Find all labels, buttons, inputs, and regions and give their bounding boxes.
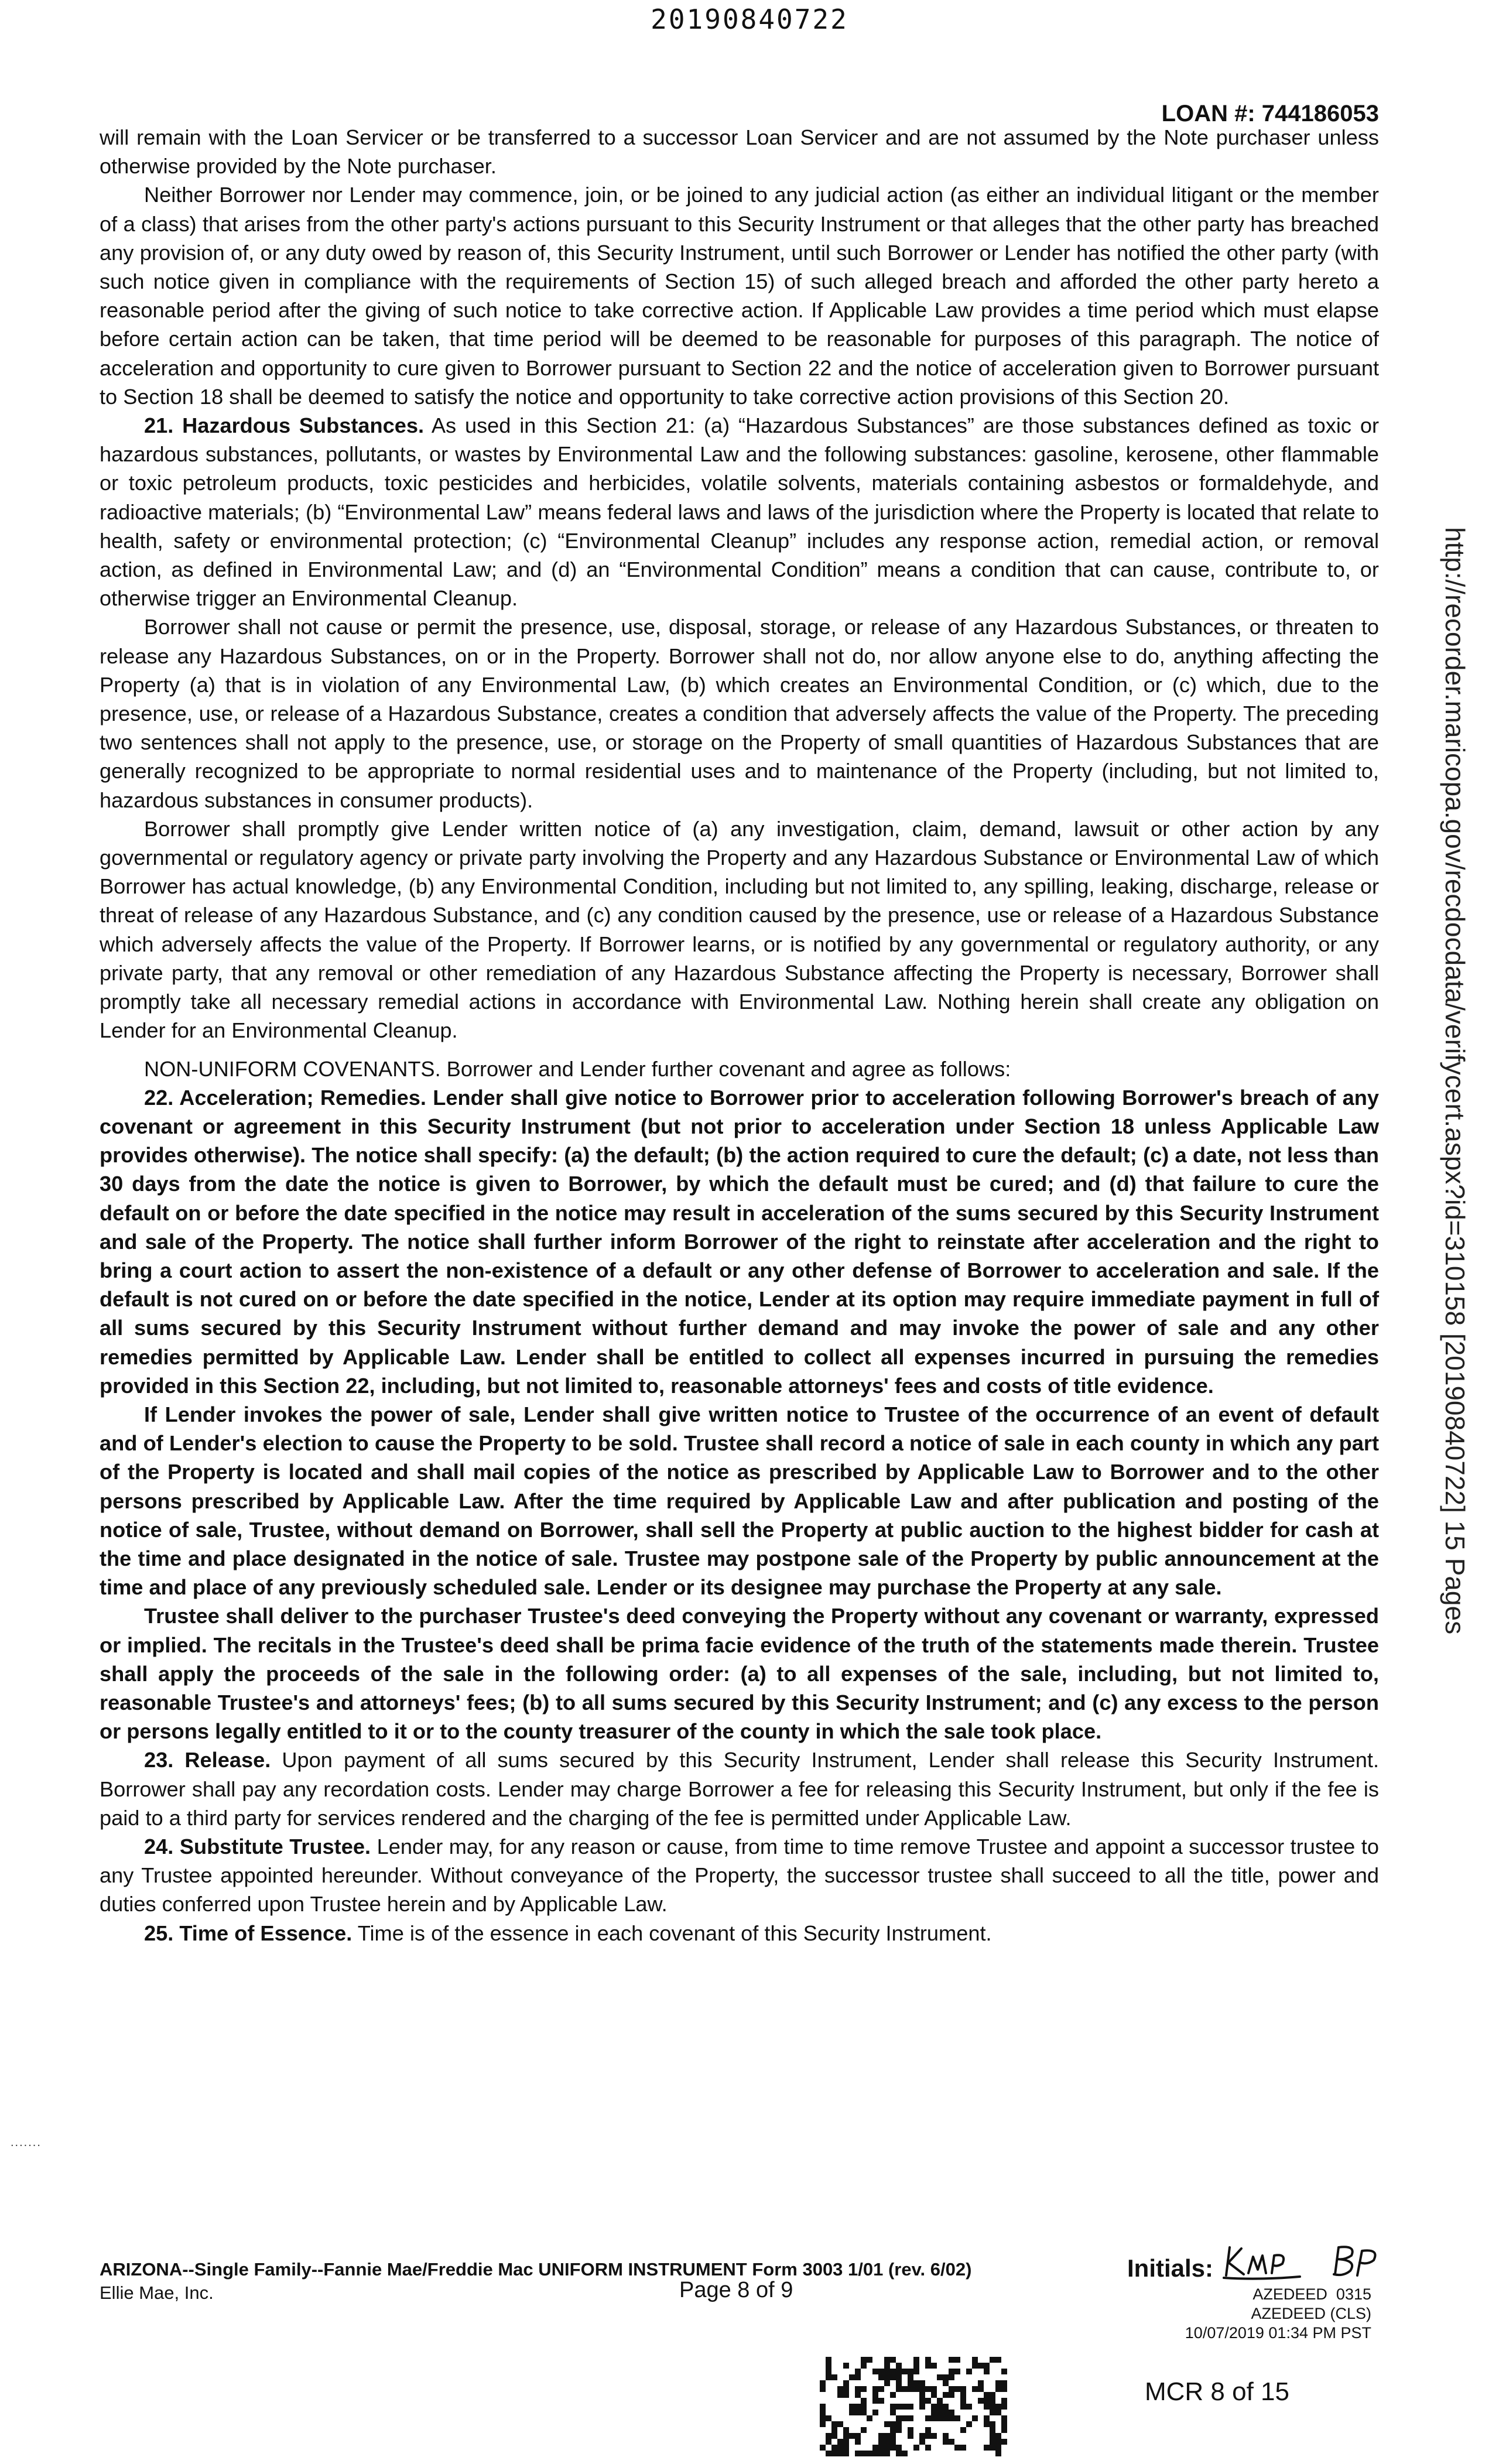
verification-url: http://recorder.maricopa.gov/recdocdata/verifycert.aspx?id=310158 [20190840722] 15 Pages [1440,527,1470,1635]
barcode-cell [960,2445,966,2451]
barcode-cell [843,2439,849,2445]
barcode-cell [984,2363,990,2369]
barcode-cell [972,2357,978,2363]
section-25-heading: 25. Time of Essence. [144,1921,352,1945]
barcode-cell [855,2433,861,2439]
barcode-cell [995,2433,1001,2439]
barcode-cell [995,2439,1001,2445]
non-uniform-covenants: NON-UNIFORM COVENANTS. Borrower and Lender further covenant and agree as follows: [144,1056,1011,1081]
barcode-cell [908,2380,913,2386]
barcode-cell [855,2386,861,2392]
barcode-cell [843,2363,849,2369]
barcode-cell [890,2445,896,2451]
section-22-paragraph-2: If Lender invokes the power of sale, Lender shall give written notice to Trustee of the occurrence of an event of default and of Lender's election to cause the Property to be sold. Trustee shall record a notice of sale in each county in which any part of the Property is located and shall mail copies of the notice as prescribed by Applicable Law to Borrower and to the other persons prescribed by Applicable Law. After the time required by Applicable Law and after publication and posting of the notice of sale, Trustee, without demand on Borrower, shall sell the Property at public auction to the highest bidder for cash at the time and place designated in the notice of sale. Trustee may postpone sale of the Property by public announcement at the time and place of any previously scheduled sale. Lender or its designee may purchase the Property at any sale. [100,1402,1379,1600]
barcode-cell [1001,2415,1007,2421]
section-21-paragraph-3: Borrower shall promptly give Lender written notice of (a) any investigation, claim, demand, lawsuit or other action by any governmental or regulatory agency or private party involving the Property and any Hazardous Substance or Environmental Law of which Borrower has actual knowledge, (b) any Environmental Condition, including but not limited to, any spilling, leaking, discharge, release or threat of release of any Hazardous Substance, and (c) any condition caused by the presence, use or release of a Hazardous Substance which adversely affects the value of the Property. If Borrower learns, or is notified by any governmental or regulatory authority, or any private party, that any removal or other remediation of any Hazardous Substance affecting the Property is necessary, Borrower shall promptly take all necessary remedial actions in accordance with Environmental Law. Nothing herein shall create any obligation on Lender for an Environmental Cleanup. [100,816,1379,1043]
barcode-cell [878,2433,884,2439]
barcode-cell [925,2363,931,2369]
barcode-cell [984,2369,990,2374]
barcode-cell [949,2369,954,2374]
barcode-cell [878,2398,884,2404]
barcode-cell [855,2374,861,2380]
barcode-cell [931,2386,937,2392]
barcode-cell [943,2439,949,2445]
barcode-cell [949,2415,954,2421]
barcode-cell [990,2445,995,2451]
barcode-cell [820,2404,826,2410]
barcode-cell [861,2357,867,2363]
barcode-cell [931,2392,937,2398]
form-code-1: AZEDEED 0315 [1252,2285,1371,2303]
section-23-heading: 23. Release. [144,1748,271,1772]
barcode-cell [890,2421,896,2427]
barcode-cell [1001,2404,1007,2410]
barcode-cell [919,2386,925,2392]
barcode-cell [1001,2421,1007,2427]
barcode-cell [908,2386,913,2392]
barcode-cell [890,2427,896,2433]
barcode-cell [954,2357,960,2363]
barcode-cell [990,2427,995,2433]
barcode-cell [826,2374,831,2380]
barcode-cell [890,2369,896,2374]
barcode-cell [995,2386,1001,2392]
barcode-cell [820,2386,826,2392]
barcode-cell [843,2392,849,2398]
barcode-cell [978,2363,984,2369]
barcode-cell [954,2369,960,2374]
barcode-cell [913,2380,919,2386]
barcode-cell [931,2363,937,2369]
barcode-cell [954,2386,960,2392]
barcode-cell [960,2392,966,2398]
barcode-cell [884,2380,890,2386]
barcode-cell [960,2404,966,2410]
barcode-cell [878,2445,884,2451]
barcode-cell [896,2421,902,2427]
barcode-cell [855,2439,861,2445]
barcode-cell [919,2439,925,2445]
barcode-cell [902,2451,908,2456]
section-25 [100,1919,1379,1948]
barcode-cell [995,2451,1001,2456]
barcode-cell [990,2398,995,2404]
barcode-cell [995,2380,1001,2386]
barcode-cell [908,2374,913,2380]
barcode-cell [919,2404,925,2410]
barcode-cell [820,2415,826,2421]
barcode-cell [919,2392,925,2398]
barcode-cell [949,2357,954,2363]
barcode-cell [931,2410,937,2415]
print-timestamp: 10/07/2019 01:34 PM PST [1185,2324,1371,2342]
barcode-cell [831,2427,837,2433]
section-21-paragraph-2: Borrower shall not cause or permit the presence, use, disposal, storage, or release of any Hazardous Substances, or threaten to release any Hazardous Substances, on or in the Property. Borrower shall not do, nor allow anyone else to do, anything affecting the Property (a) that is in violation of any Environmental Law, (b) which creates an Environmental Condition, or (c) which, due to the presence, use, or release of a Hazardous Substance, creates a condition that adversely affects the value of the Property. The preceding two sentences shall not apply to the presence, use, or storage on the Property of small quantities of Hazardous Substances that are generally recognized to be appropriate to normal residential uses and to maintenance of the Property (including, but not limited to, hazardous substances in consumer products). [100,615,1379,812]
barcode-cell [884,2369,890,2374]
barcode-cell [884,2439,890,2445]
section-21-heading: 21. Hazardous Substances. [144,413,425,438]
barcode-cell [925,2398,931,2404]
barcode-cell [937,2398,943,2404]
recording-number: 20190840722 [651,4,848,35]
barcode-cell [931,2404,937,2410]
barcode-cell [1001,2439,1007,2445]
barcode-cell [837,2439,843,2445]
barcode-cell [878,2369,884,2374]
barcode-cell [995,2445,1001,2451]
barcode-cell [820,2410,826,2415]
barcode-cell [872,2445,878,2451]
page-number: Page 8 of 9 [679,2278,793,2302]
initials-underline-stroke [1224,2277,1300,2279]
barcode-cell [820,2445,826,2451]
barcode-cell [872,2398,878,2404]
barcode-cell [843,2445,849,2451]
barcode-cell [890,2410,896,2415]
barcode-cell [972,2363,978,2369]
barcode-cell [884,2421,890,2427]
barcode-cell [913,2445,919,2451]
barcode-cell [902,2386,908,2392]
barcode-cell [990,2404,995,2410]
barcode-cell [878,2451,884,2456]
barcode-cell [984,2398,990,2404]
barcode-cell [1001,2380,1007,2386]
barcode-cell [943,2380,949,2386]
barcode-cell [984,2445,990,2451]
barcode-cell [843,2380,849,2386]
barcode-cell [908,2404,913,2410]
barcode-cell [896,2369,902,2374]
section-21 [100,411,1379,612]
barcode-cell [878,2386,884,2392]
barcode-cell [995,2404,1001,2410]
barcode-cell [826,2439,831,2445]
barcode-cell [925,2386,931,2392]
barcode-cell [919,2380,925,2386]
barcode-cell [943,2433,949,2439]
barcode-cell [826,2433,831,2439]
barcode-cell [960,2427,966,2433]
barcode-cell [990,2392,995,2398]
paragraph-notice-of-grievance: Neither Borrower nor Lender may commence, join, or be joined to any judicial action (as either an individual litigant or the member of a class) that arises from the other party's actions pursuant to this Security Instrument or that alleges that the other party has breached any provision of, or any duty owed by reason of, this Security Instrument, until such Borrower or Lender has notified the other party (with such notice given in compliance with the requirements of Section 15) of such alleged breach and afforded the other party hereto a reasonable period after the giving of such notice to take corrective action. If Applicable Law provides a time period which must elapse before certain action can be taken, that time period will be deemed to be reasonable for purposes of this paragraph. The notice of acceleration and opportunity to cure given to Borrower pursuant to Section 22 and the notice of acceleration given to Borrower pursuant to Section 18 shall be deemed to satisfy the notice and opportunity to take corrective action provisions of this Section 20. [100,183,1379,409]
barcode-cell [867,2415,872,2421]
barcode-cell [925,2415,931,2421]
barcode-cell [872,2369,878,2374]
barcode-cell [966,2421,972,2427]
barcode-cell [937,2374,943,2380]
section-23 [100,1746,1379,1832]
barcode-cell [861,2427,867,2433]
barcode-cell [831,2421,837,2427]
barcode-cell [896,2386,902,2392]
barcode-cell [884,2363,890,2369]
barcode-cell [990,2357,995,2363]
barcode-cell [820,2380,826,2386]
barcode-cell [890,2357,896,2363]
barcode-cell [954,2415,960,2421]
barcode-cell [861,2398,867,2404]
barcode-cell [931,2415,937,2421]
barcode-cell [837,2386,843,2392]
barcode-cell [949,2439,954,2445]
barcode-cell [878,2374,884,2380]
barcode-cell [925,2433,931,2439]
barcode-cell [931,2433,937,2439]
barcode-cell [867,2451,872,2456]
barcode-cell [925,2357,931,2363]
barcode-cell [990,2421,995,2427]
barcode-cell [949,2386,954,2392]
barcode-cell [943,2404,949,2410]
barcode-cell [826,2369,831,2374]
initials-signature [1218,2236,1394,2282]
barcode-cell [855,2410,861,2415]
barcode-cell [990,2433,995,2439]
barcode-cell [943,2392,949,2398]
section-24-heading: 24. Substitute Trustee. [144,1834,371,1859]
barcode-cell [913,2369,919,2374]
section-22-paragraph-1: 22. Acceleration; Remedies. Lender shall give notice to Borrower prior to acceleration following Borrower's breach of any covenant or agreement in this Security Instrument (but not prior to acceleration under Section 18 unless Applicable Law provides otherwise). The notice shall specify: (a) the default; (b) the action required to cure the default; (c) a date, not less than 30 days from the date the notice is given to Borrower, by which the default must be cured; and (d) that failure to cure the default on or before the date specified in the notice may result in acceleration of the sums secured by this Security Instrument and sale of the Property. The notice shall further inform Borrower of the right to reinstate after acceleration and the right to bring a court action to assert the non-existence of a default or any other defense of Borrower to acceleration and sale. If the default is not cured on or before the date specified in the notice, Lender at its option may require immediate payment in full of all sums secured by this Security Instrument without further demand and may invoke the power of sale and any other remedies permitted by Applicable Law. Lender shall be entitled to collect all expenses incurred in pursuing the remedies provided in this Section 22, including, but not limited to, reasonable attorneys' fees and costs of title evidence. [100,1085,1379,1398]
barcode-cell [884,2357,890,2363]
barcode-cell [843,2427,849,2433]
barcode-cell [990,2410,995,2415]
barcode-cell [972,2386,978,2392]
barcode-cell [872,2386,878,2392]
document-body [100,123,1379,1948]
barcode-cell [872,2451,878,2456]
initials-kmp-stroke [1226,2247,1284,2275]
barcode-cell [925,2427,931,2433]
barcode-cell [913,2357,919,2363]
barcode-cell [843,2386,849,2392]
loan-number: LOAN #: 744186053 [1161,101,1379,126]
barcode-cell [990,2439,995,2445]
barcode-cell [902,2369,908,2374]
vendor-name: Ellie Mae, Inc. [100,2282,214,2303]
barcode-cell [831,2451,837,2456]
barcode-cell [884,2445,890,2451]
mcr-page-count: MCR 8 of 15 [1145,2377,1289,2406]
barcode-cell [896,2415,902,2421]
barcode-cell [943,2415,949,2421]
barcode-cell [843,2451,849,2456]
barcode-cell [1001,2398,1007,2404]
barcode-cell [972,2415,978,2421]
section-24 [100,1832,1379,1919]
barcode-cell [884,2451,890,2456]
barcode-cell [843,2433,849,2439]
barcode-cell [837,2421,843,2427]
barcode-cell [878,2439,884,2445]
barcode-cell [954,2445,960,2451]
barcode-cell [837,2392,843,2398]
initials-bp-stroke [1334,2247,1375,2275]
barcode-cell [978,2398,984,2404]
barcode-cell [943,2410,949,2415]
initials-label: Initials: [1127,2254,1214,2282]
barcode-cell [837,2451,843,2456]
barcode-cell [896,2374,902,2380]
barcode-cell [849,2410,855,2415]
barcode-cell [890,2404,896,2410]
margin-mark: ....... [11,2136,42,2149]
section-25-text: Time is of the essence in each covenant of this Security Instrument. [352,1921,992,1945]
barcode-cell [861,2363,867,2369]
barcode-cell [849,2404,855,2410]
barcode-cell [896,2427,902,2433]
barcode-cell [872,2410,878,2415]
barcode-cell [849,2433,855,2439]
barcode-cell [896,2404,902,2410]
section-21-text: As used in this Section 21: (a) “Hazardous Substances” are those substances defined as toxic or hazardous substances, pollutants, or wastes by Environmental Law and the following substances: gasoline, kerosene, other flammable or toxic petroleum products, toxic pesticides and herbicides, volatile solvents, materials containing asbestos or formaldehyde, and radioactive materials; (b) “Environmental Law” means federal laws and laws of the jurisdiction where the Property is located that relate to health, safety or environmental protection; (c) “Environmental Cleanup” includes any response action, remedial action, or removal action, as defined in Environmental Law; and (d) an “Environmental Condition” means a condition that can cause, contribute to, or otherwise trigger an Environmental Cleanup. [100,413,1379,611]
barcode-cell [908,2369,913,2374]
form-code-2: AZEDEED (CLS) [1251,2305,1371,2322]
barcode-cell [861,2404,867,2410]
barcode-cell [937,2404,943,2410]
barcode-cell [943,2374,949,2380]
barcode-cell [861,2451,867,2456]
barcode-cell [1001,2369,1007,2374]
barcode-cell [919,2433,925,2439]
barcode-cell [890,2439,896,2445]
barcode-cell [831,2433,837,2439]
barcode-cell [978,2380,984,2386]
barcode-cell [826,2415,831,2421]
barcode-cell [849,2374,855,2380]
barcode-cell [855,2404,861,2410]
barcode [820,2357,1007,2456]
barcode-cell [984,2415,990,2421]
barcode-cell [867,2357,872,2363]
barcode-cell [896,2380,902,2386]
barcode-cell [913,2363,919,2369]
barcode-cell [913,2386,919,2392]
barcode-cell [937,2415,943,2421]
barcode-cell [855,2369,861,2374]
barcode-cell [826,2451,831,2456]
footer-left [100,2258,971,2305]
barcode-cell [984,2392,990,2398]
barcode-cell [949,2374,954,2380]
section-22-paragraph-3: Trustee shall deliver to the purchaser Trustee's deed conveying the Property without any covenant or warranty, expressed or implied. The recitals in the Trustee's deed shall be prima facie evidence of the truth of the statements made therein. Trustee shall apply the proceeds of the sale in the following order: (a) to all expenses of the sale, including, but not limited to, reasonable Trustee's and attorneys' fees; (b) to all sums secured by this Security Instrument; and (c) any excess to the person or persons legally entitled to it or to the county treasurer of the county in which the sale took place. [100,1604,1379,1744]
barcode-cell [884,2374,890,2380]
barcode-cell [896,2363,902,2369]
barcode-cell [984,2421,990,2427]
form-codes [1185,2285,1371,2343]
barcode-cell [925,2445,931,2451]
barcode-cell [919,2398,925,2404]
barcode-cell [826,2357,831,2363]
barcode-cell [978,2386,984,2392]
barcode-cell [896,2445,902,2451]
paragraph-continuation: will remain with the Loan Servicer or be transferred to a successor Loan Servicer and are not assumed by the Note purchaser unless otherwise provided by the Note purchaser. [100,125,1379,179]
barcode-cell [949,2392,954,2398]
section-24-text: Lender may, for any reason or cause, from time to time remove Trustee and appoint a successor trustee to any Trustee appointed hereunder. Without conveyance of the Property, the successor trustee shall succeed to all the title, power and duties conferred upon Trustee herein and by Applicable Law. [100,1834,1379,1917]
barcode-cell [966,2369,972,2374]
barcode-cell [908,2427,913,2433]
barcode-cell [960,2398,966,2404]
section-23-text: Upon payment of all sums secured by this Security Instrument, Lender shall release this Security Instrument. Borrower shall pay any recordation costs. Lender may charge Borrower a fee for releasing this Security Instrument, but only if the fee is paid to a third party for services rendered and the charging of the fee is permitted under Applicable Law. [100,1748,1379,1830]
barcode-cell [1001,2386,1007,2392]
barcode-cell [837,2445,843,2451]
barcode-cell [890,2433,896,2439]
barcode-cell [902,2415,908,2421]
barcode-cell [820,2421,826,2427]
barcode-cell [855,2451,861,2456]
barcode-cell [984,2404,990,2410]
barcode-cell [861,2410,867,2415]
barcode-cell [831,2445,837,2451]
barcode-cell [826,2363,831,2369]
barcode-cell [896,2451,902,2456]
barcode-cell [890,2392,896,2398]
barcode-cell [960,2386,966,2392]
barcode-cell [872,2392,878,2398]
barcode-cell [966,2404,972,2410]
barcode-cell [831,2374,837,2380]
barcode-cell [908,2415,913,2421]
barcode-cell [855,2392,861,2398]
barcode-cell [1001,2427,1007,2433]
barcode-cell [890,2374,896,2380]
barcode-cell [995,2410,1001,2415]
barcode-cell [937,2410,943,2415]
barcode-cell [949,2410,954,2415]
barcode-cell [902,2404,908,2410]
barcode-cell [995,2357,1001,2363]
barcode-cell [908,2433,913,2439]
barcode-cell [884,2433,890,2439]
barcode-cell [861,2386,867,2392]
form-identifier: ARIZONA--Single Family--Fannie Mae/Freddie Mac UNIFORM INSTRUMENT Form 3003 1/01 (rev. 6/02) [100,2259,972,2280]
